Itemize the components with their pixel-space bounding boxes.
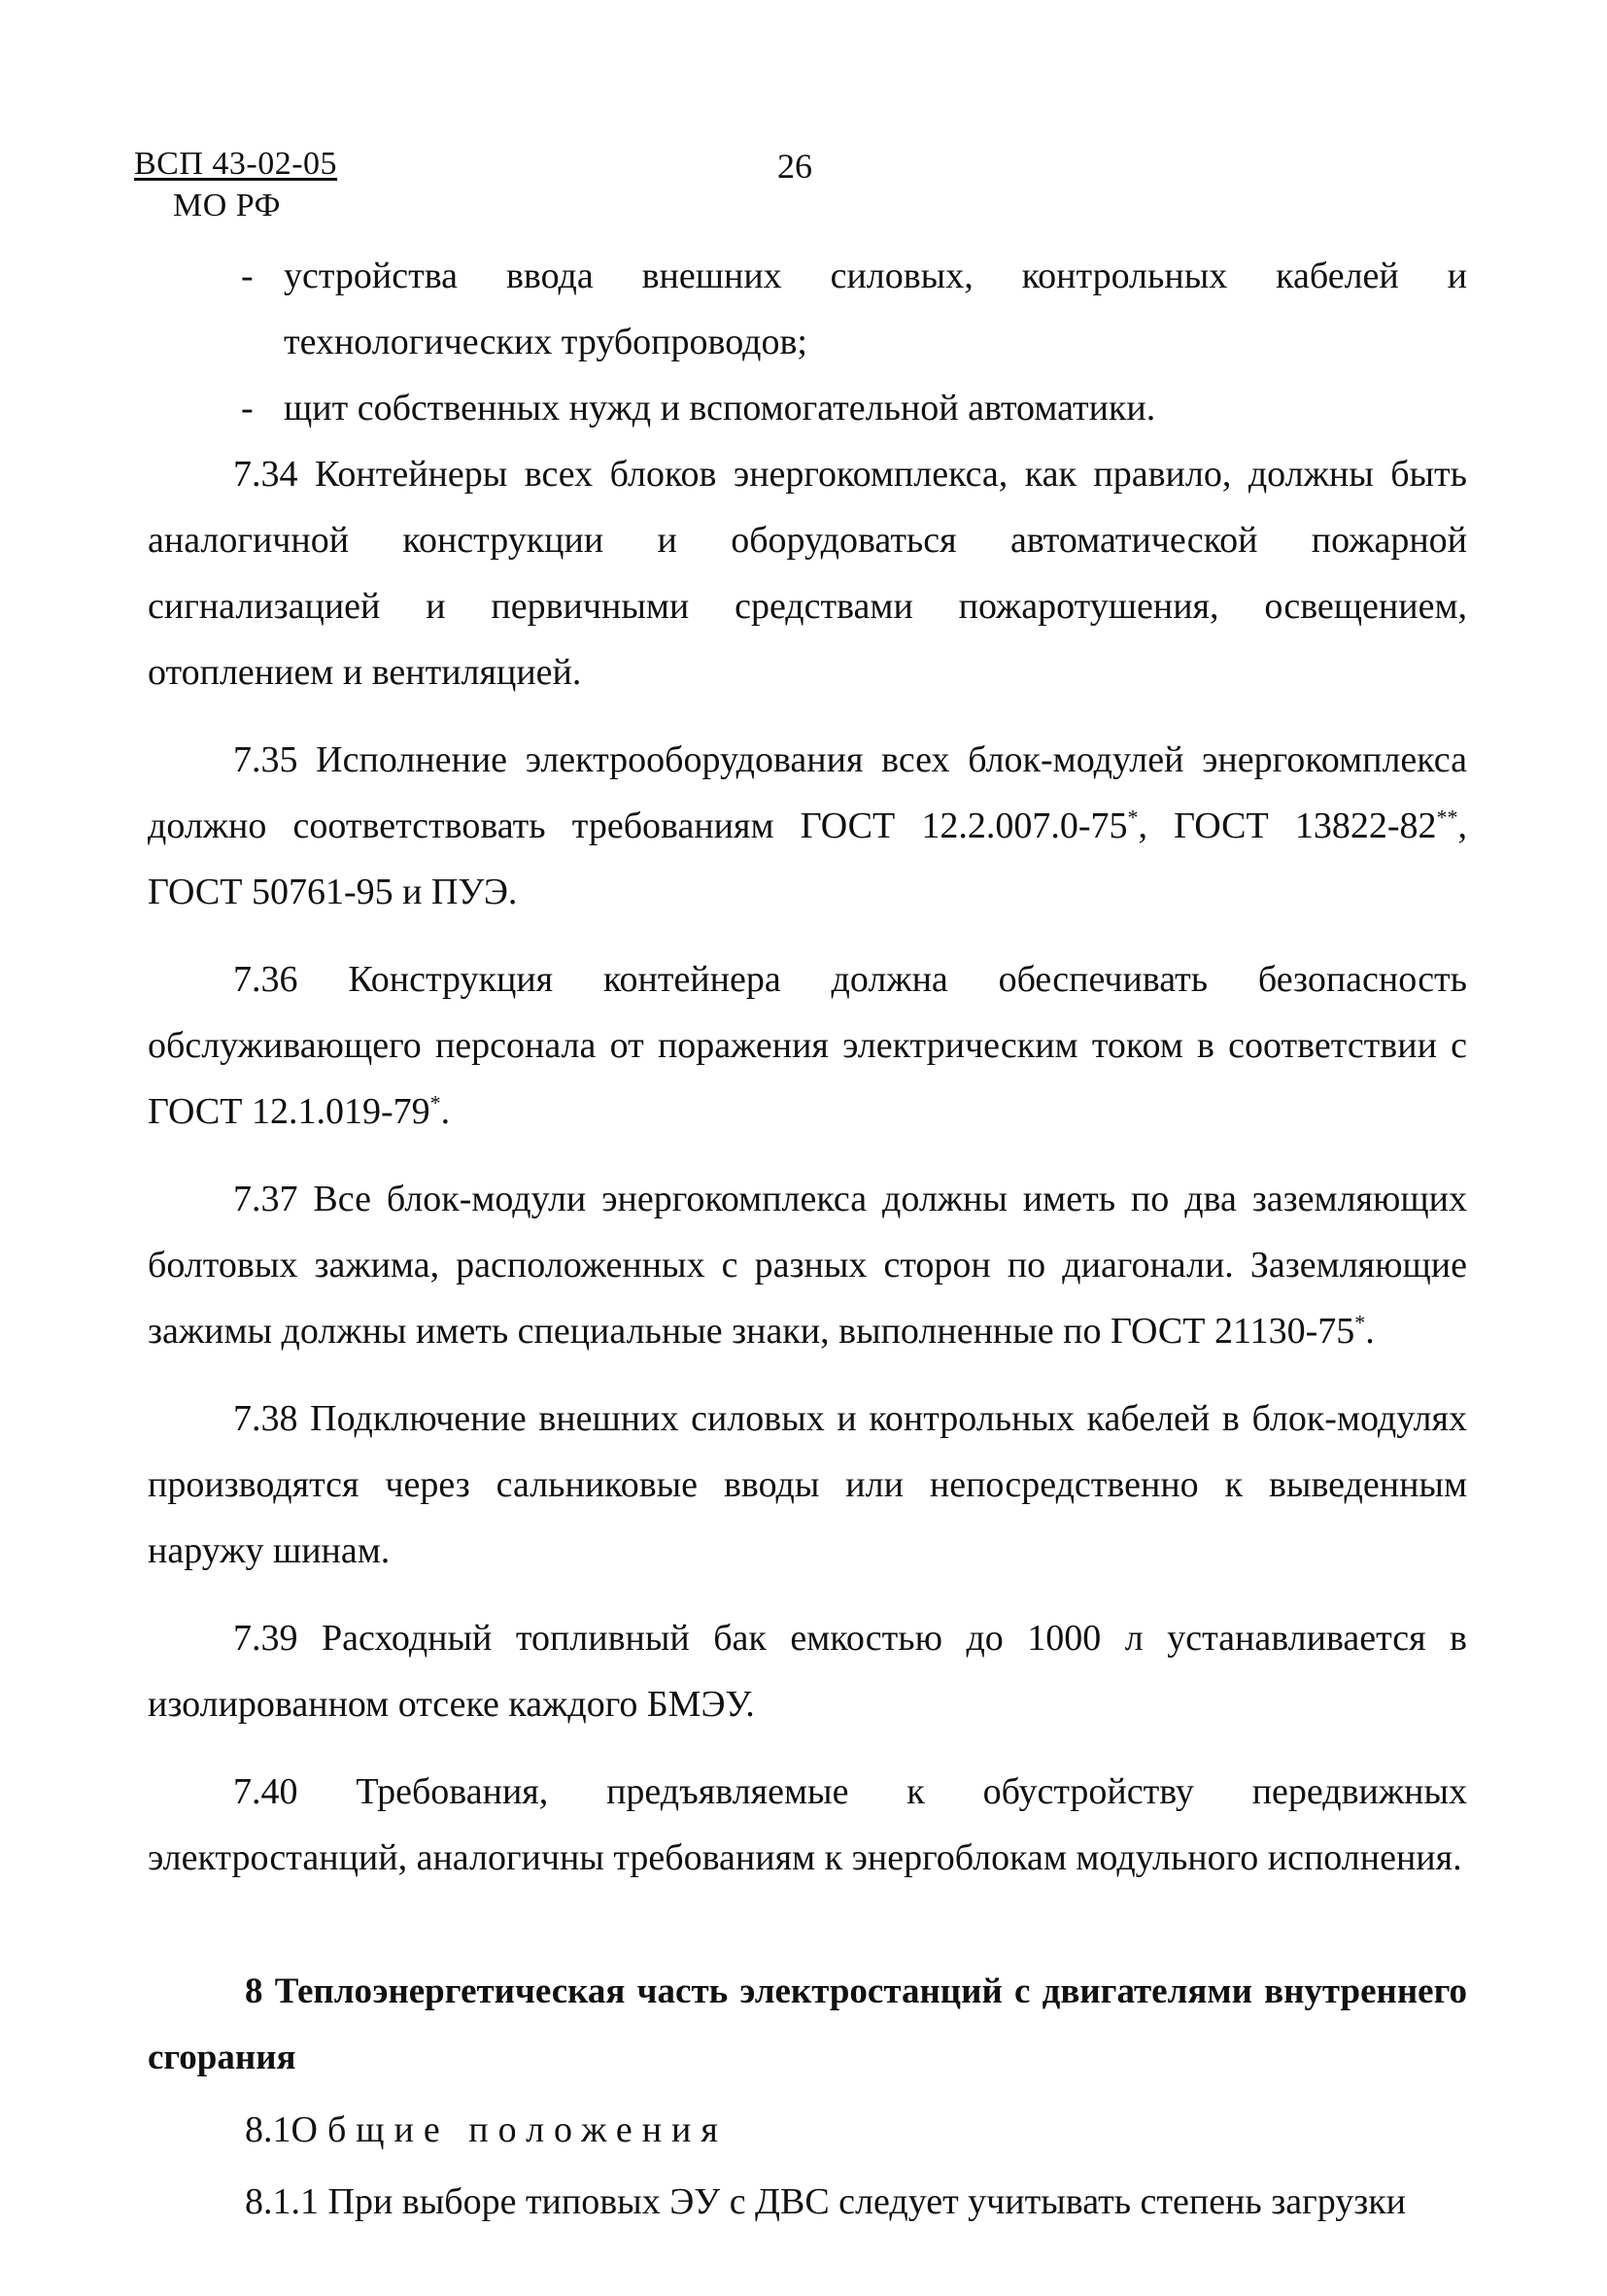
subsection-number: 8.1 [245,2109,291,2150]
paragraph-7-37 [148,1166,1467,1364]
paragraph-7-34: 7.34 Контейнеры всех блоков энергокомплекса, как правило, должны быть аналогичной конструкции и оборудоваться автоматической пожарной сигнализацией и первичными средствами пожаротушения, освещением, отоплением и вентиляцией. [148,454,1467,693]
paragraph-text: . [1365,1311,1375,1352]
list-dash: - [241,256,254,296]
list-item-text: устройства ввода внешних силовых, контрольных кабелей и технологических трубопроводов; [284,256,1467,362]
paragraph-text: . [440,1091,451,1132]
paragraph-7-35 [148,727,1467,925]
list-dash: - [241,388,254,428]
subsection-title [148,2097,1467,2163]
paragraph-text: 7.36 Конструкция контейнера должна обеспечивать безопасность обслуживающего персонала от поражения электрическим током в соответствии с ГОСТ 12.1.019-79 [148,959,1467,1132]
paragraph-text: 7.37 Все блок-модули энергокомплекса должны иметь по два заземляющих болтовых зажима, расположенных с разных сторон по диагонали. Заземляющие зажимы должны иметь специальные знаки, выполненные по ГОСТ 21130-75 [148,1179,1467,1352]
footnote-mark: * [429,1090,441,1115]
list-item-text: щит собственных нужд и вспомогательной автоматики. [284,388,1156,428]
paragraph-7-40: 7.40 Требования, предъявляемые к обустройству передвижных электростанций, аналогичны требованиям к энергоблокам модульного исполнения. [148,1771,1467,1878]
list-item [148,243,1467,375]
paragraph-text: 7.35 Исполнение электрооборудования всех блок-модулей энергокомплекса должно соответствовать требованиям ГОСТ 12.2.007.0-75 [148,739,1467,846]
subsection-title-text: Общие положения [291,2109,728,2150]
organization-label: МО РФ [173,188,281,223]
paragraph-text: , ГОСТ 50761-95 и ПУЭ. [148,805,1467,912]
paragraph-7-38: 7.38 Подключение внешних силовых и контрольных кабелей в блок-модулях производятся через сальниковые вводы или непосредственно к выведенным наружу шинам. [148,1398,1467,1571]
paragraph-8-1-1: 8.1.1 При выборе типовых ЭУ с ДВС следует учитывать степень загрузки [245,2181,1406,2222]
footnote-mark: * [1354,1310,1366,1335]
paragraph-text: , ГОСТ 13822-82 [1138,805,1437,846]
paragraph-7-36 [148,946,1467,1145]
paragraph-7-39: 7.39 Расходный топливный бак емкостью до 1000 л устанавливается в изолированном отсеке каждого БМЭУ. [148,1618,1467,1725]
footnote-mark: * [1127,805,1139,830]
document-code: ВСП 43-02-05 [134,146,338,182]
footnote-mark: ** [1436,805,1458,830]
list-item [148,375,1467,441]
document-body [148,243,1467,2235]
page-number: 26 [777,147,812,186]
section-heading: 8 Теплоэнергетическая часть электростанций с двигателями внутреннего сгорания [148,1971,1467,2077]
